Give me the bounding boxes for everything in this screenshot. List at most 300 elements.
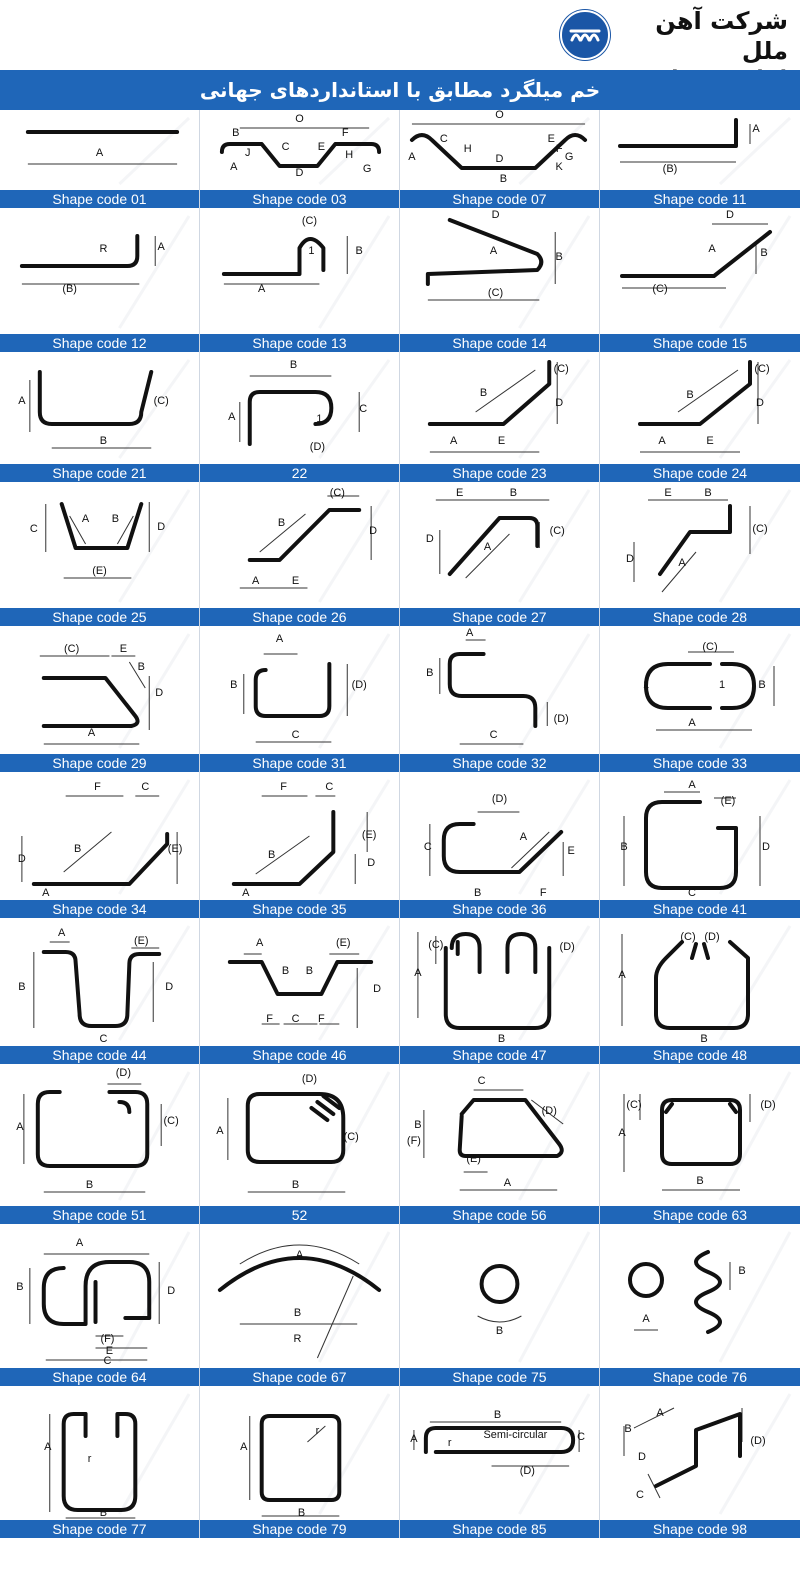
- dimension-label: (C): [428, 938, 444, 952]
- shape-cell: [200, 1224, 400, 1386]
- dimension-label: A: [489, 244, 498, 258]
- dimension-label: A: [450, 434, 458, 448]
- dimension-label: D: [157, 520, 166, 534]
- shape-cell: [600, 626, 800, 772]
- dimension-label: (C): [329, 486, 345, 500]
- rebar-shape: [620, 120, 736, 146]
- rebar-shape: [482, 1266, 518, 1302]
- shape-code-caption: Shape code 28: [600, 608, 800, 626]
- shape-diagram: [400, 1064, 599, 1206]
- shape-cell: [600, 352, 800, 482]
- dimension-label: O: [295, 112, 304, 126]
- watermark-stroke: [319, 490, 389, 602]
- dimension-label: C: [423, 840, 432, 854]
- rebar-shape: [220, 1258, 379, 1290]
- shape-cell: [0, 1064, 200, 1224]
- rebar-shape: [622, 232, 770, 276]
- shape-diagram: [400, 772, 599, 900]
- shape-row: [0, 352, 800, 482]
- dimension-label: D: [373, 982, 382, 996]
- dimension-label: (D): [541, 1104, 557, 1118]
- watermark-stroke: [319, 1232, 389, 1362]
- rebar-shape: [646, 802, 736, 888]
- shape-diagram: [600, 110, 800, 190]
- dimension-label: A: [688, 717, 696, 729]
- shape-cell: [400, 1064, 600, 1224]
- shape-row: [0, 772, 800, 918]
- dimension-label: B: [293, 1306, 302, 1320]
- dimension-line: [317, 1276, 353, 1358]
- dimension-label: A: [18, 394, 26, 408]
- dimension-label: F: [94, 780, 101, 794]
- dimension-label: D: [367, 856, 376, 870]
- dimension-label: F: [341, 126, 349, 140]
- rebar-shape: [450, 518, 538, 574]
- dimension-label: C: [439, 132, 448, 146]
- shape-code-caption: Shape code 46: [200, 1046, 399, 1064]
- dimension-label: A: [503, 1176, 512, 1190]
- dimension-label: K: [555, 160, 563, 174]
- shape-diagram: [0, 772, 199, 900]
- shape-cell: [600, 482, 800, 626]
- shape-diagram: [600, 1064, 800, 1206]
- shape-diagram: [600, 626, 800, 754]
- dimension-label: (C): [752, 523, 768, 535]
- dimension-label: E: [105, 1344, 114, 1358]
- shape-code-caption: Shape code 33: [600, 754, 800, 772]
- shape-row: [0, 110, 800, 208]
- dimension-label: (C): [163, 1114, 179, 1128]
- rebar-shape: [64, 1414, 136, 1510]
- dimension-label: E: [664, 487, 672, 499]
- dimension-label: r: [447, 1436, 452, 1450]
- dimension-line: [64, 832, 112, 872]
- shape-code-caption: Shape code 41: [600, 900, 800, 918]
- dimension-label: B: [232, 126, 240, 140]
- shape-code-caption: Shape code 51: [0, 1206, 199, 1224]
- dimension-label: (C): [553, 362, 569, 376]
- dimension-label: D: [369, 524, 378, 538]
- dimension-label: F: [539, 886, 547, 900]
- dimension-label: (C): [680, 931, 696, 943]
- dimension-label: B: [738, 1265, 746, 1277]
- dimension-label: A: [58, 926, 66, 940]
- rebar-shape: [38, 1092, 147, 1166]
- dimension-label: A: [708, 243, 716, 255]
- dimension-label: D: [756, 397, 764, 409]
- dimension-label: B: [686, 389, 694, 401]
- dimension-label: (C): [343, 1130, 359, 1144]
- shape-diagram: [600, 208, 800, 334]
- shape-cell: [400, 626, 600, 772]
- shape-cell: [400, 482, 600, 626]
- dimension-label: A: [44, 1440, 52, 1454]
- shape-code-caption: Shape code 01: [0, 190, 199, 208]
- shape-diagram: [0, 110, 199, 190]
- dimension-label: A: [256, 936, 264, 950]
- dimension-label: B: [758, 679, 766, 691]
- dimension-label: B: [281, 964, 290, 978]
- dimension-label: A: [258, 282, 266, 296]
- dimension-label: C: [636, 1489, 644, 1501]
- brand-name: شرکت آهن ملل: [655, 7, 788, 65]
- dimension-label: B: [289, 358, 298, 372]
- dimension-label: r: [315, 1424, 320, 1438]
- dimension-label: (B): [62, 282, 77, 296]
- shape-code-caption: Shape code 36: [400, 900, 599, 918]
- dimension-label: B: [18, 980, 26, 994]
- rebar-shape: [666, 1104, 672, 1112]
- shape-cell: [400, 352, 600, 482]
- dimension-label: A: [275, 632, 284, 646]
- dimension-label: A: [656, 1407, 664, 1419]
- shape-code-caption: Shape code 07: [400, 190, 599, 208]
- rebar-shape: [22, 236, 137, 266]
- shape-code-caption: Shape code 63: [600, 1206, 800, 1224]
- dimension-label: (D): [351, 678, 367, 692]
- dimension-label: B: [620, 841, 628, 853]
- dimension-label: A: [230, 160, 238, 174]
- rebar-shape: [428, 220, 541, 284]
- shape-code-caption: Shape code 25: [0, 608, 199, 626]
- dimension-label: A: [618, 969, 626, 981]
- shape-diagram: [200, 208, 399, 334]
- watermark-stroke: [319, 780, 389, 894]
- shape-cell: [200, 482, 400, 626]
- dimension-label: H: [463, 142, 472, 156]
- shape-code-caption: 52: [200, 1206, 399, 1224]
- dimension-label: B: [305, 964, 314, 978]
- shape-code-caption: Shape code 47: [400, 1046, 599, 1064]
- shape-cell: [600, 1386, 800, 1538]
- dimension-label: B: [355, 244, 363, 258]
- dimension-label: B: [297, 1506, 306, 1520]
- shape-code-caption: Shape code 85: [400, 1520, 599, 1538]
- dimension-label: 1: [308, 244, 315, 258]
- dimension-label: r: [87, 1452, 92, 1466]
- shape-code-grid: [0, 110, 800, 1538]
- watermark-stroke: [119, 1232, 189, 1362]
- dimension-label: B: [414, 1118, 422, 1132]
- rebar-shape: [704, 944, 708, 958]
- dimension-label: F: [318, 1012, 325, 1026]
- dimension-label: A: [618, 1127, 626, 1139]
- dimension-label: A: [295, 1248, 304, 1262]
- shape-cell: [200, 626, 400, 772]
- shape-row: [0, 1064, 800, 1224]
- shape-row: [0, 208, 800, 352]
- dimension-label: B: [700, 1033, 708, 1045]
- dimension-label: E: [547, 132, 555, 146]
- dimension-label: B: [624, 1423, 632, 1435]
- dimension-label: B: [85, 1178, 94, 1192]
- dimension-label: B: [73, 842, 82, 856]
- shape-cell: [600, 1064, 800, 1224]
- watermark-stroke: [720, 216, 790, 328]
- dimension-label: (E): [92, 564, 107, 578]
- dimension-label: A: [42, 886, 50, 900]
- dimension-label: D: [425, 532, 434, 546]
- shape-cell: [200, 918, 400, 1064]
- shape-cell: [200, 352, 400, 482]
- watermark-stroke: [119, 634, 189, 748]
- dimension-line: [478, 1316, 522, 1322]
- shape-diagram: [0, 1386, 199, 1520]
- dimension-label: (C): [153, 394, 169, 408]
- watermark-stroke: [119, 216, 189, 328]
- dimension-label: (D): [750, 1435, 766, 1447]
- shape-code-caption: Shape code 31: [200, 754, 399, 772]
- shape-code-caption: Shape code 24: [600, 464, 800, 482]
- rebar-shape: [662, 1100, 740, 1164]
- dimension-label: A: [75, 1236, 84, 1250]
- watermark-stroke: [519, 926, 589, 1040]
- shape-code-caption: Shape code 21: [0, 464, 199, 482]
- dimension-label: D: [626, 553, 634, 565]
- shape-cell: [0, 352, 200, 482]
- shape-diagram: [400, 208, 599, 334]
- shape-code-caption: Shape code 27: [400, 608, 599, 626]
- shape-code-caption: Shape code 48: [600, 1046, 800, 1064]
- dimension-label: F: [280, 780, 287, 794]
- dimension-label: A: [157, 240, 165, 254]
- shape-cell: [400, 772, 600, 918]
- shape-diagram: [400, 110, 599, 190]
- shape-diagram: [200, 626, 399, 754]
- shape-cell: [0, 482, 200, 626]
- dimension-label: (C): [702, 641, 718, 653]
- shape-code-caption: Shape code 44: [0, 1046, 199, 1064]
- dimension-label: C: [141, 780, 150, 794]
- dimension-label: (E): [361, 828, 377, 842]
- rebar-shape: [722, 664, 754, 708]
- shape-cell: [600, 1224, 800, 1386]
- rebar-shape: [660, 506, 730, 574]
- shape-cell: [400, 1386, 600, 1538]
- dimension-label: B: [230, 678, 238, 692]
- dimension-line: [634, 1408, 674, 1428]
- dimension-label: A: [252, 574, 260, 588]
- dimension-label: E: [497, 434, 506, 448]
- shape-cell: [600, 208, 800, 352]
- dimension-label: B: [111, 512, 120, 526]
- shape-cell: [200, 1386, 400, 1538]
- dimension-label: E: [119, 642, 128, 656]
- watermark-stroke: [519, 1232, 589, 1362]
- rebar-shape: [62, 504, 142, 548]
- dimension-label: (E): [133, 934, 149, 948]
- dimension-label: E: [317, 140, 326, 154]
- dimension-label: (C): [301, 214, 318, 228]
- shape-code-caption: Shape code 29: [0, 754, 199, 772]
- shape-code-caption: Shape code 35: [200, 900, 399, 918]
- dimension-label: D: [17, 852, 26, 866]
- shape-code-caption: Shape code 98: [600, 1520, 800, 1538]
- rebar-shape: [256, 664, 330, 716]
- dimension-label: A: [519, 830, 528, 844]
- shape-cell: [600, 110, 800, 208]
- shape-diagram: [400, 626, 599, 754]
- dimension-label: B: [267, 848, 276, 862]
- dimension-label: C: [291, 728, 300, 742]
- dimension-label: A: [216, 1124, 224, 1138]
- dimension-label: B: [555, 250, 563, 264]
- dimension-label: B: [137, 660, 145, 674]
- rebar-shape: [507, 934, 535, 972]
- rebar-shape: [696, 1252, 720, 1332]
- rebar-shape: [234, 812, 334, 884]
- shape-diagram: [600, 1224, 800, 1368]
- dimension-label: A: [240, 1440, 248, 1454]
- dimension-label: C: [325, 780, 334, 794]
- watermark-stroke: [720, 1072, 790, 1200]
- dimension-label: (C): [754, 363, 770, 375]
- dimension-label: H: [345, 148, 354, 162]
- dimension-label: C: [688, 887, 696, 899]
- shape-diagram: [600, 482, 800, 608]
- shape-cell: [400, 1224, 600, 1386]
- shape-diagram: [200, 352, 399, 464]
- shape-code-caption: Shape code 14: [400, 334, 599, 352]
- shape-diagram: [0, 1224, 199, 1368]
- dimension-label: C: [477, 1074, 486, 1088]
- shape-code-caption: Shape code 03: [200, 190, 399, 208]
- shape-diagram: [600, 918, 800, 1046]
- dimension-label: A: [95, 146, 104, 160]
- dimension-label: B: [704, 487, 712, 499]
- dimension-label: C: [291, 1012, 300, 1026]
- shape-diagram: [0, 1064, 199, 1206]
- watermark-stroke: [119, 360, 189, 458]
- dimension-label: D: [167, 1284, 176, 1298]
- shape-cell: [0, 110, 200, 208]
- shape-diagram: [400, 1386, 599, 1520]
- company-logo: [559, 9, 611, 61]
- shape-code-caption: Shape code 34: [0, 900, 199, 918]
- dimension-label: B: [99, 434, 108, 448]
- dimension-label: D: [295, 166, 304, 180]
- dimension-label: (C): [626, 1099, 642, 1111]
- dimension-label: O: [495, 110, 504, 122]
- dimension-label: A: [242, 886, 250, 900]
- dimension-label: (F): [406, 1134, 421, 1148]
- dimension-label: (E): [720, 795, 736, 807]
- dimension-label: C: [489, 728, 498, 742]
- dimension-label: (C): [652, 283, 668, 295]
- dimension-label: A: [642, 1313, 650, 1325]
- dimension-label: (B): [662, 163, 678, 175]
- dimension-label: A: [465, 626, 474, 640]
- dimension-label: A: [228, 410, 236, 424]
- dimension-label: D: [495, 152, 504, 166]
- shape-diagram: [200, 110, 399, 190]
- shape-diagram: [400, 1224, 599, 1368]
- dimension-label: B: [497, 1032, 506, 1046]
- shape-cell: [200, 110, 400, 208]
- dimension-label: D: [155, 686, 164, 700]
- shape-row: [0, 1386, 800, 1538]
- rebar-shape: [450, 654, 536, 726]
- dimension-label: C: [359, 402, 368, 416]
- shape-diagram: [0, 208, 199, 334]
- watermark-stroke: [119, 780, 189, 894]
- dimension-label: (F): [100, 1332, 115, 1346]
- shape-code-caption: Shape code 13: [200, 334, 399, 352]
- watermark-stroke: [119, 1394, 189, 1514]
- watermark-stroke: [519, 634, 589, 748]
- shape-diagram: [200, 772, 399, 900]
- dimension-label: B: [16, 1280, 24, 1294]
- dimension-label: B: [493, 1408, 502, 1422]
- shape-cell: [400, 918, 600, 1064]
- shape-diagram: [200, 482, 399, 608]
- dimension-label: B: [277, 516, 286, 530]
- dimension-label: G: [362, 162, 372, 176]
- dimension-label: (E): [466, 1152, 481, 1166]
- shape-cell: [0, 1386, 200, 1538]
- dimension-label: C: [29, 522, 38, 536]
- shape-code-caption: Shape code 77: [0, 1520, 199, 1538]
- shape-cell: [200, 208, 400, 352]
- dimension-label: (D): [309, 440, 326, 454]
- dimension-label: A: [16, 1120, 24, 1134]
- dimension-label: (D): [519, 1464, 535, 1478]
- shape-code-caption: 22: [200, 464, 399, 482]
- shape-cell: [200, 1064, 400, 1224]
- dimension-label: A: [658, 435, 666, 447]
- dimension-label: (D): [115, 1066, 131, 1080]
- dimension-label: (D): [760, 1099, 776, 1111]
- dimension-label: B: [426, 666, 434, 680]
- shape-code-caption: Shape code 12: [0, 334, 199, 352]
- shape-diagram: [200, 1064, 399, 1206]
- rebar-shape: [630, 1264, 662, 1296]
- shape-code-caption: Shape code 64: [0, 1368, 199, 1386]
- dimension-label: C: [577, 1430, 586, 1444]
- dimension-label: B: [495, 1324, 504, 1338]
- dimension-label: (C): [64, 642, 80, 656]
- shape-diagram: [200, 1386, 399, 1520]
- rebar-shape: [119, 1102, 129, 1112]
- dimension-label: C: [103, 1354, 112, 1368]
- shape-diagram: [200, 918, 399, 1046]
- dimension-label: B: [696, 1175, 704, 1187]
- shape-cell: [0, 208, 200, 352]
- dimension-label: (E): [167, 842, 183, 856]
- dimension-label: E: [706, 435, 714, 447]
- dimension-label: Semi-circular: [483, 1428, 548, 1442]
- shape-diagram: [600, 772, 800, 900]
- shape-diagram: [400, 352, 599, 464]
- dimension-label: J: [245, 146, 251, 160]
- shape-code-caption: Shape code 32: [400, 754, 599, 772]
- rebar-shape: [430, 362, 549, 424]
- rebar-shape: [692, 944, 696, 958]
- shape-diagram: [0, 482, 199, 608]
- dimension-label: C: [99, 1032, 108, 1046]
- shape-diagram: [0, 626, 199, 754]
- dimension-line: [256, 836, 310, 874]
- header-bar: [0, 0, 800, 70]
- shape-cell: [0, 772, 200, 918]
- shape-code-caption: Shape code 56: [400, 1206, 599, 1224]
- dimension-label: A: [81, 512, 90, 526]
- dimension-label: E: [456, 486, 464, 500]
- watermark-stroke: [519, 490, 589, 602]
- dimension-label: 1: [316, 412, 323, 426]
- shape-cell: [400, 208, 600, 352]
- watermark-stroke: [119, 118, 189, 184]
